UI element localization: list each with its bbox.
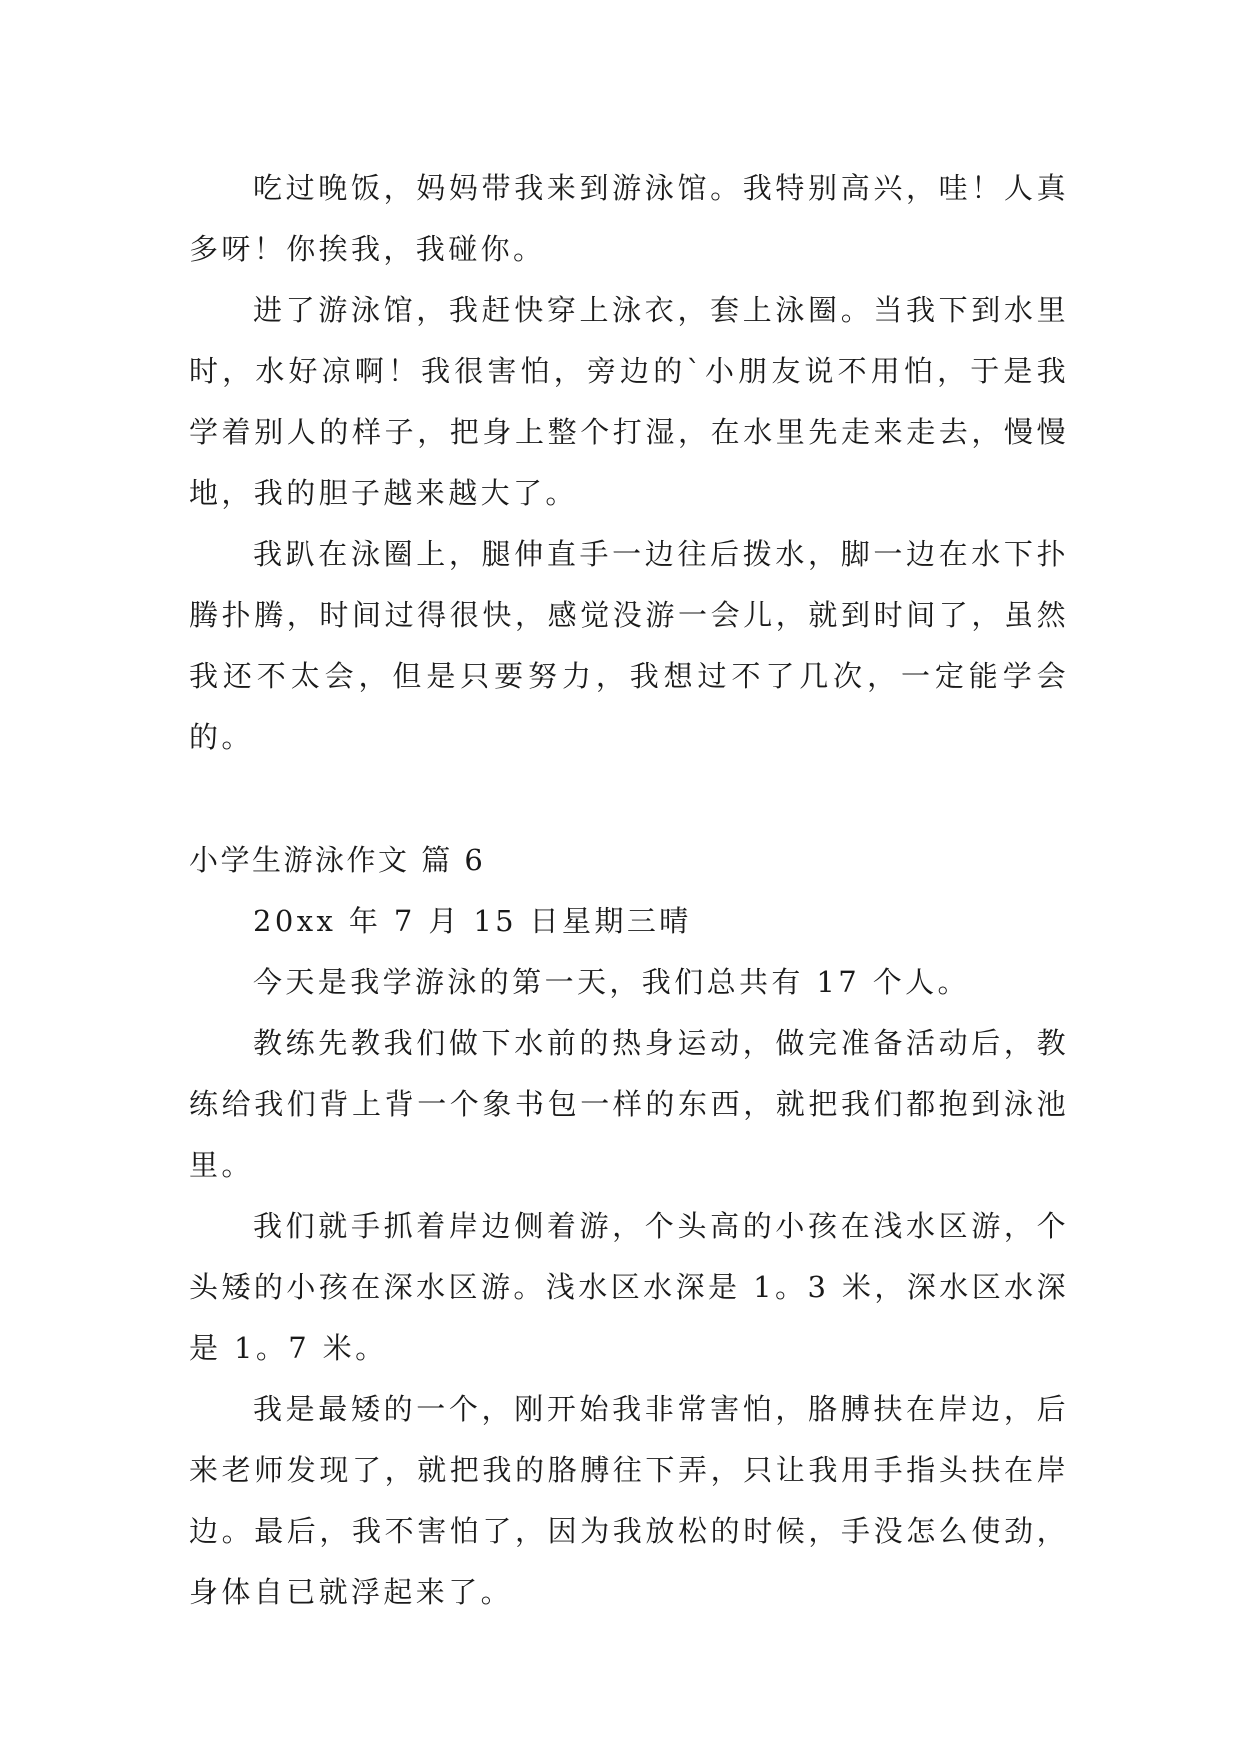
- paragraph: 进了游泳馆，我赶快穿上泳衣，套上泳圈。当我下到水里时，水好凉啊！我很害怕，旁边的`小朋友说不用怕，于是我学着别人的样子，把身上整个打湿，在水里先走来走去，慢慢地，我的胆子越来越大了。: [189, 293, 1069, 510]
- section-gap: [189, 768, 1069, 830]
- paragraph: 吃过晚饭，妈妈带我来到游泳馆。我特别高兴，哇！人真多呀！你挨我，我碰你。: [189, 171, 1069, 266]
- document-page: [189, 158, 1069, 1623]
- date-line: 20xx 年 7 月 15 日星期三晴: [253, 904, 692, 938]
- paragraph: 今天是我学游泳的第一天，我们总共有 17 个人。: [253, 965, 970, 999]
- essay-title: 小学生游泳作文 篇 6: [189, 843, 486, 877]
- paragraph: 我是最矮的一个，刚开始我非常害怕，胳膊扶在岸边，后来老师发现了，就把我的胳膊往下弄，只让我用手指头扶在岸边。最后，我不害怕了，因为我放松的时候，手没怎么使劲，身体自已就浮起来了。: [189, 1392, 1069, 1609]
- paragraph: 教练先教我们做下水前的热身运动，做完准备活动后，教练给我们背上背一个象书包一样的东西，就把我们都抱到泳池里。: [189, 1026, 1069, 1182]
- paragraph: 我们就手抓着岸边侧着游，个头高的小孩在浅水区游，个头矮的小孩在深水区游。浅水区水深是 1。3 米，深水区水深是 1。7 米。: [189, 1209, 1069, 1365]
- paragraph: 我趴在泳圈上，腿伸直手一边往后拨水，脚一边在水下扑腾扑腾，时间过得很快，感觉没游一会儿，就到时间了，虽然我还不太会，但是只要努力，我想过不了几次，一定能学会的。: [189, 537, 1069, 754]
